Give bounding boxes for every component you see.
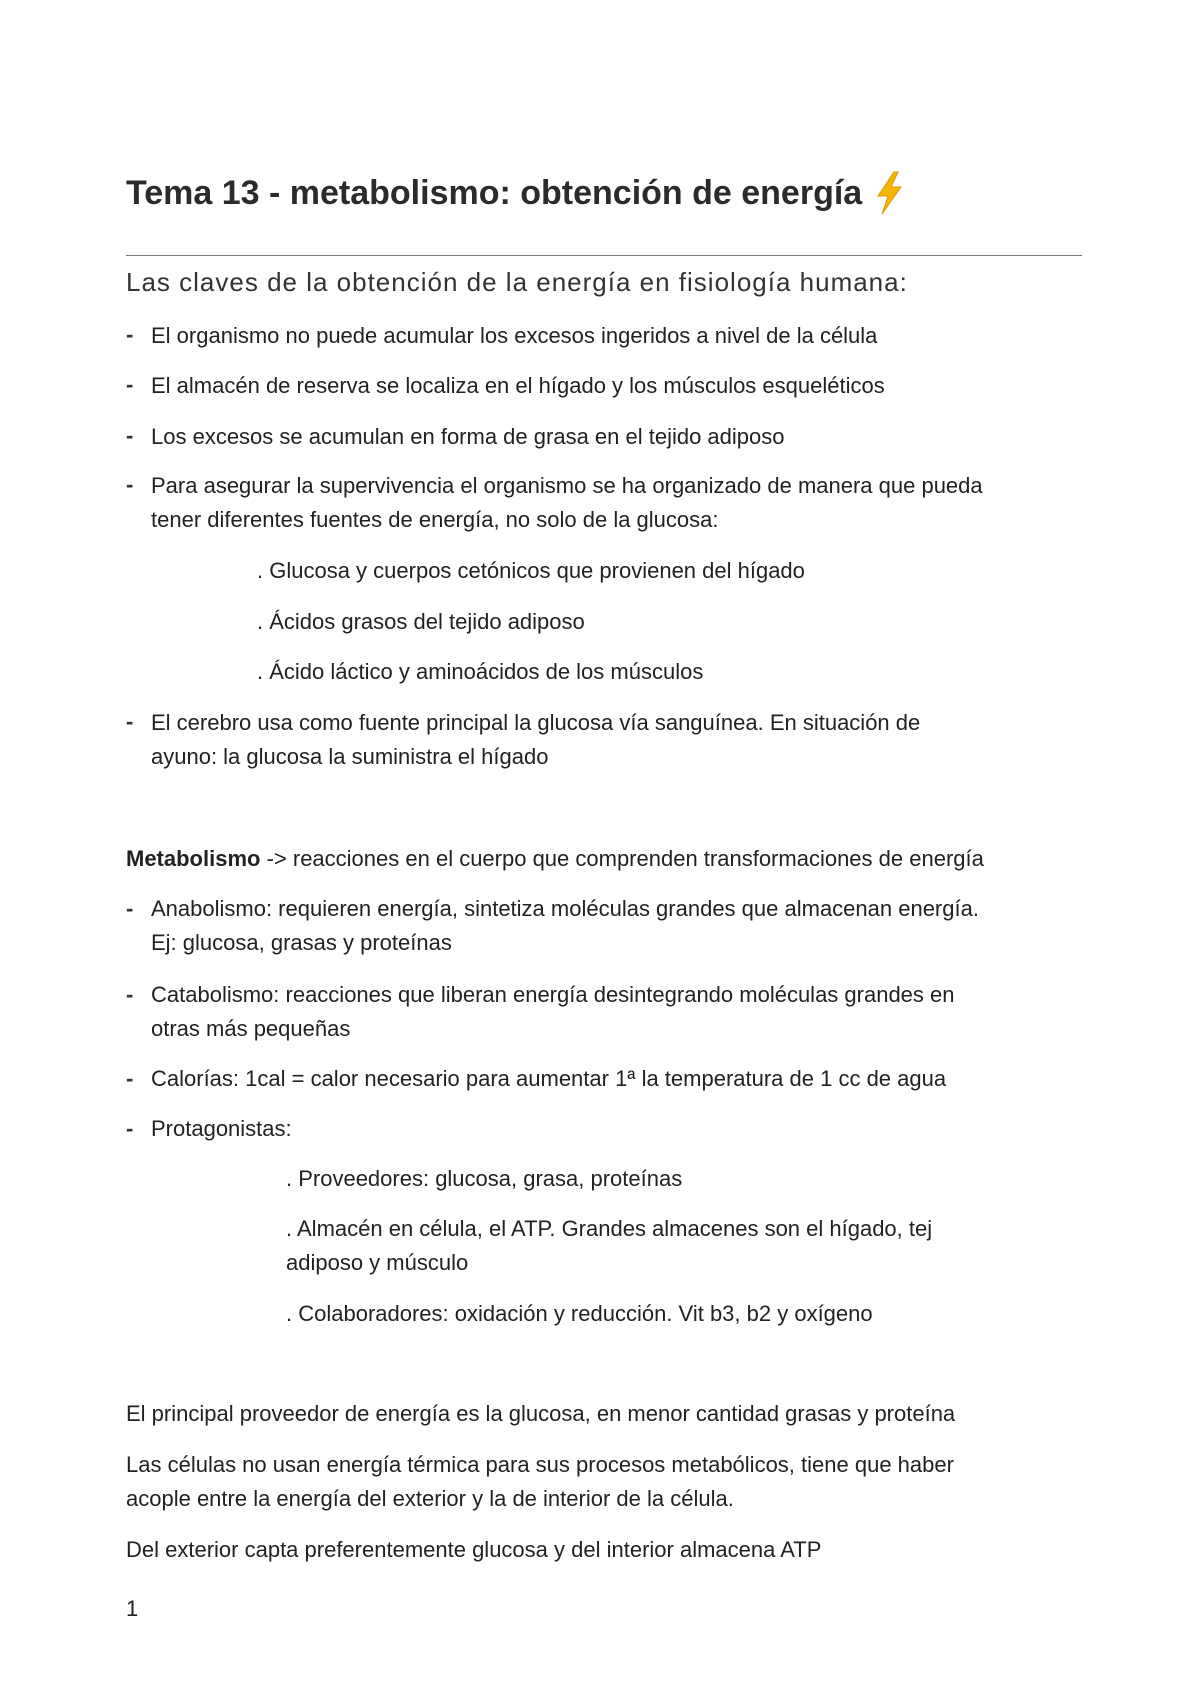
protagonist-item: . Colaboradores: oxidación y reducción. Vit b3, b2 y oxígeno (286, 1301, 873, 1326)
paragraph: Las células no usan energía térmica para sus procesos metabólicos, tiene que haber (126, 1452, 954, 1477)
metabolism-definition (126, 846, 984, 872)
paragraph: El principal proveedor de energía es la glucosa, en menor cantidad grasas y proteína (126, 1401, 956, 1426)
list-item: El organismo no puede acumular los excesos ingeridos a nivel de la célula (151, 323, 878, 348)
page-title-text: Tema 13 - metabolismo: obtención de energía (126, 173, 863, 212)
list-item-continuation: Ej: glucosa, grasas y proteínas (151, 930, 452, 955)
bullet-marker: - (126, 423, 134, 448)
list-item: El almacén de reserva se localiza en el hígado y los músculos esqueléticos (151, 373, 885, 398)
section-subtitle: Las claves de la obtención de la energía en fisiología humana: (126, 267, 908, 297)
bullet-marker: - (126, 982, 134, 1007)
list-item: Calorías: 1cal = calor necesario para aumentar 1ª la temperatura de 1 cc de agua (151, 1066, 947, 1091)
paragraph: Del exterior capta preferentemente glucosa y del interior almacena ATP (126, 1537, 822, 1562)
protagonist-item: . Almacén en célula, el ATP. Grandes almacenes son el hígado, tej (286, 1216, 933, 1241)
metabolism-definition-text: -> reacciones en el cuerpo que comprenden transformaciones de energía (260, 846, 984, 871)
page-number: 1 (126, 1596, 139, 1621)
bullet-marker: - (126, 372, 134, 397)
list-item-continuation: ayuno: la glucosa la suministra el hígado (151, 744, 549, 769)
list-item: Para asegurar la supervivencia el organismo se ha organizado de manera que pueda (151, 473, 983, 498)
lightning-bolt-icon (872, 170, 906, 216)
bullet-marker: - (126, 472, 134, 497)
list-item: Anabolismo: requieren energía, sintetiza moléculas grandes que almacenan energía. (151, 896, 979, 921)
title-divider (126, 255, 1082, 256)
energy-source-item: . Ácido láctico y aminoácidos de los músculos (257, 659, 704, 684)
list-item: Catabolismo: reacciones que liberan energía desintegrando moléculas grandes en (151, 982, 955, 1007)
list-item-continuation: tener diferentes fuentes de energía, no solo de la glucosa: (151, 507, 719, 532)
bullet-marker: - (126, 1116, 134, 1141)
list-item: Protagonistas: (151, 1116, 292, 1141)
list-item: Los excesos se acumulan en forma de grasa en el tejido adiposo (151, 424, 785, 449)
list-item: El cerebro usa como fuente principal la glucosa vía sanguínea. En situación de (151, 710, 921, 735)
bullet-marker: - (126, 322, 134, 347)
bullet-marker: - (126, 709, 134, 734)
list-item-continuation: otras más pequeñas (151, 1016, 351, 1041)
page-title (126, 170, 906, 216)
metabolism-term: Metabolismo (126, 846, 261, 871)
energy-source-item: . Glucosa y cuerpos cetónicos que provienen del hígado (257, 558, 805, 583)
bullet-marker: - (126, 896, 134, 921)
energy-source-item: . Ácidos grasos del tejido adiposo (257, 609, 585, 634)
protagonist-item-continuation: adiposo y músculo (286, 1250, 469, 1275)
protagonist-item: . Proveedores: glucosa, grasa, proteínas (286, 1166, 683, 1191)
paragraph-continuation: acople entre la energía del exterior y la de interior de la célula. (126, 1486, 734, 1511)
bullet-marker: - (126, 1066, 134, 1091)
